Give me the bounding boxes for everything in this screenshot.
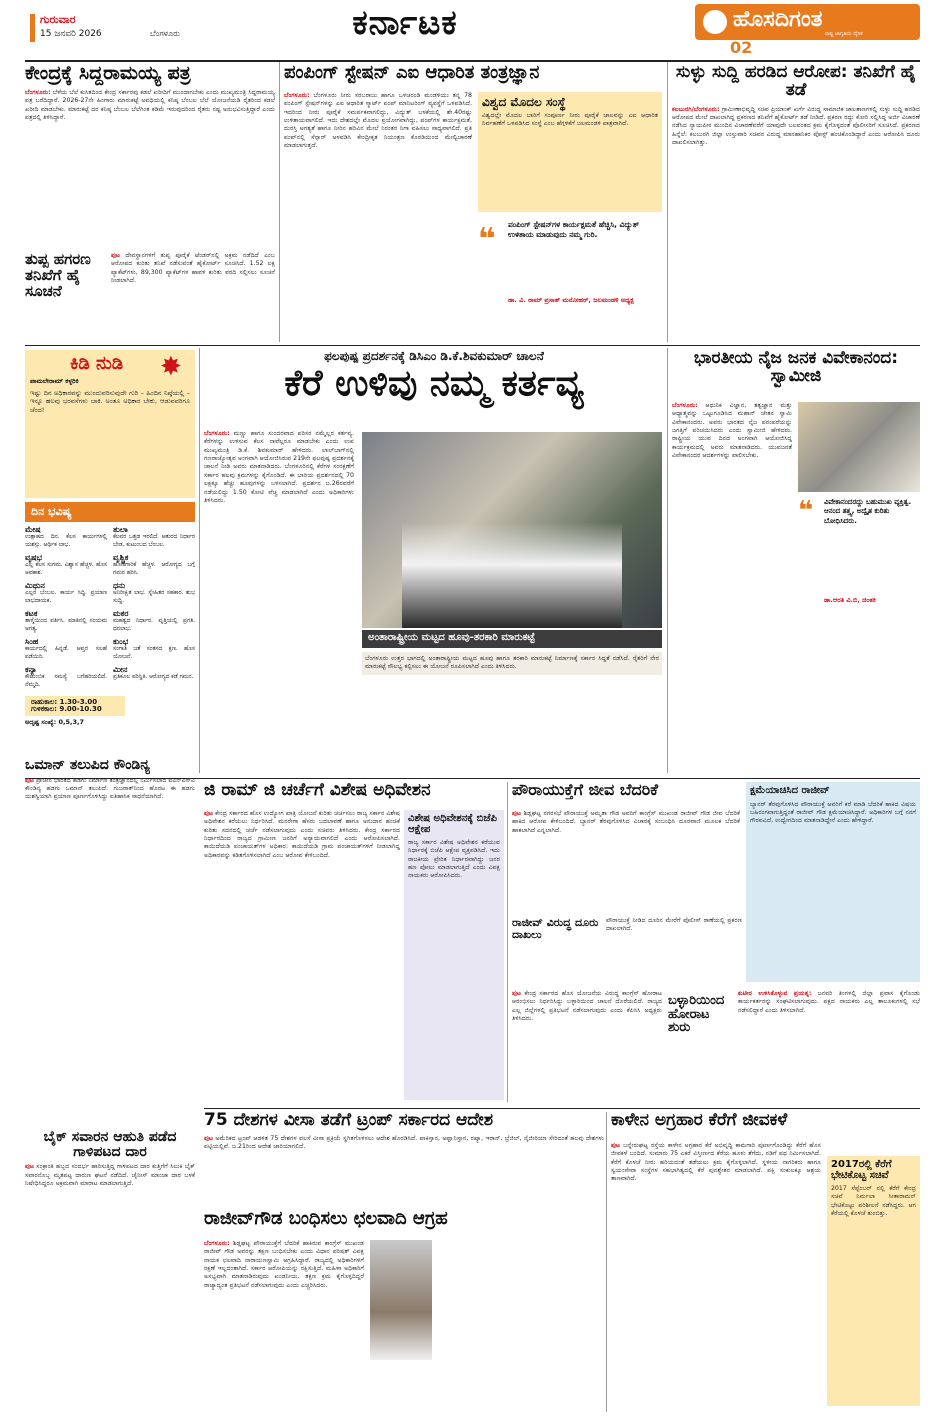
sign-name: ಕಟಕ: [25, 608, 38, 618]
headline: ಪಂಪಿಂಗ್ ಸ್ಟೇಷನ್ ಎಐ ಆಧಾರಿತ ತಂತ್ರಜ್ಞಾನ: [284, 64, 540, 83]
rajeev-headline: ರಾಜೀವ್‌ಗೌಡ ಬಂಧಿಸಲು ಛಲವಾದಿ ಆಗ್ರಹ: [204, 1210, 448, 1229]
masthead-rule: [30, 14, 35, 42]
vivek-photo: [798, 402, 920, 492]
visa-story: [204, 1112, 604, 1207]
lead-text: ಮಣ್ಣು ಹಾಗೂ ಸುಂದರವಾದ ಪರಿಸರ ನಮ್ಮೆಲ್ಲರ ಕರ್ತವ್ಯ. ಕೆರೆಗಳನ್ನು ಉಳಿಸುವ ಕೆಲಸ ನಾವೆಲ್ಲರೂ ಮಾಡಬೇಕು ಎಂದು ಉಪ ಮುಖ್ಯಮಂತ್ರಿ ಡಿ.ಕೆ. ಶಿವಕುಮಾರ್ ಹೇಳಿದರು. ಲಾಲ್‌ಬಾಗ್‌ನಲ್ಲಿ ಗಣರಾಜ್ಯೋತ್ಸವ ಅಂಗವಾಗಿ ಆಯೋಜಿಸಿರುವ 219ನೇ ಫಲಪುಷ್ಪ ಪ್ರದರ್ಶನಕ್ಕೆ ಚಾಲನೆ ನೀಡಿ ಅವರು ಮಾತನಾಡಿದರು. ಬೆಂಗಳೂರಿನಲ್ಲಿ ಕೆರೆಗಳ ಸಂರಕ್ಷಣೆಗೆ ಸರ್ಕಾರ ಹಲವು ಕ್ರಮಗಳನ್ನು ಕೈಗೊಂಡಿದೆ. ಈ ಬಾರಿಯ ಪ್ರದರ್ಶನದಲ್ಲಿ 70 ಲಕ್ಷಕ್ಕೂ ಹೆಚ್ಚು ಹೂವುಗಳನ್ನು ಬಳಸಲಾಗಿದೆ. ಪ್ರದರ್ಶನ ಜ.26ರವರೆಗೆ ನಡೆಯಲಿದ್ದು 1.50 ಕೋಟಿ ವೆಚ್ಚ ಮಾಡಲಾಗಿದೆ ಎಂದು ಅಧಿಕಾರಿಗಳು ತಿಳಿಸಿದರು.: [204, 430, 354, 504]
kidi-nudi: [25, 350, 195, 498]
side-title: ವಿಶೇಷ ಅಧಿವೇಶನಕ್ಕೆ ಬಿಜೆಪಿ ಆಕ್ಷೇಪ: [408, 813, 497, 835]
sign-text: ಕೌಟುಂಬಿಕ ಸಮಸ್ಯೆ ಬಗೆಹರಿಯಲಿದೆ. ನೆಮ್ಮದಿ.: [25, 674, 107, 688]
ballari-headline: ಬಳ್ಳಾರಿಯಿಂದ ಹೋರಾಟ ಶುರು: [668, 994, 725, 1035]
sign-name: ಮೀನ: [113, 664, 128, 674]
lead-headline: ಕೆರೆ ಉಳಿವು ನಮ್ಮ ಕರ್ತವ್ಯ: [284, 362, 584, 404]
caption-bar: [362, 630, 662, 648]
sign-name: ಕುಂಭ: [113, 636, 129, 646]
horoscope: [25, 502, 195, 752]
horo-sign: [25, 554, 107, 578]
horo-sign: [25, 582, 107, 606]
section-title: ಕರ್ನಾಟಕ: [352, 6, 458, 42]
sign-text: ಪ್ರತಿಕೂಲ ಪರಿಸ್ಥಿತಿ. ಆರೋಗ್ಯದ ಕಡೆ ಗಮನ.: [113, 674, 194, 681]
story-text: ಗ್ರಾಮೀಣಾಭಿವೃದ್ಧಿ ಸಚಿವ ಪ್ರಿಯಾಂಕ್ ಖರ್ಗೆ ವಿರುದ್ಧ ಸಾಮಾಜಿಕ ಜಾಲತಾಣಗಳಲ್ಲಿ ಸುಳ್ಳು ಸುದ್ದಿ ಹರಡಿದ ಆರೋಪದ ಮೇಲೆ ದಾಖಲಾಗಿದ್ದ ಪ್ರಕರಣದ ತನಿಖೆಗೆ ಹೈಕೋರ್ಟ್ ತಡೆ ನೀಡಿದೆ. ಪ್ರಕರಣ ರದ್ದು ಕೋರಿ ಸಲ್ಲಿಸಿದ್ದ ಅರ್ಜಿ ವಿಚಾರಣೆ ನಡೆಸಿದ ನ್ಯಾಯಪೀಠ ಮುಂದಿನ ವಿಚಾರಣೆವರೆಗೆ ಯಾವುದೇ ಬಲವಂತದ ಕ್ರಮ ಕೈಗೊಳ್ಳದಂತೆ ಪೊಲೀಸರಿಗೆ ಸೂಚಿಸಿದೆ. ಪ್ರಕರಣದ ಹಿನ್ನೆಲೆ: ಕಲಬುರಗಿ ಜಿಲ್ಲಾ ಉಸ್ತುವಾರಿ ಸಚಿವರ ವಿರುದ್ಧ ಮಾನಹಾನಿಕರ ಪೋಸ್ಟ್ ಹಂಚಿಕೊಂಡಿದ್ದಾರೆ ಎಂದು ಆರೋಪಿಸಿ ದೂರು ದಾಖಲಿಸಲಾಗಿತ್ತು.: [672, 105, 920, 147]
day-label: ಗುರುವಾರ: [40, 14, 76, 26]
side-title: ಕುಟೀರ ಉಳಿಸಿಕೊಳ್ಳುವ ಪ್ರಯತ್ನ:: [738, 990, 812, 997]
sign-name: ಧನು: [113, 580, 126, 590]
kalena-headline: ಕಾಳೇನ ಅಗ್ರಹಾರ ಕೆರೆಗೆ ಜೀವಕಳೆ: [611, 1112, 788, 1130]
kalena-side: [827, 1156, 920, 1406]
horo-sign: [113, 526, 195, 550]
dateline: ಬೆಂಗಳೂರು:: [25, 88, 51, 96]
sign-text: ಕೆಲವರ ಒತ್ತಡ ಇರಲಿದೆ. ಆತುರದ ನಿರ್ಧಾರ ಬೇಡ. ಕುಟುಂಬದ ಬೆಂಬಲ.: [113, 533, 195, 548]
sign-name: ವೃಶ್ಚಿಕ: [113, 552, 129, 562]
side-text: ರಾಜ್ಯ ಸರ್ಕಾರ ವಿಶೇಷ ಅಧಿವೇಶನ ಕರೆಯುವ ನಿರ್ಧಾರಕ್ಕೆ ಬಿಜೆಪಿ ಆಕ್ಷೇಪ ವ್ಯಕ್ತಪಡಿಸಿದೆ. ಇದು ರಾಜಕೀಯ ಪ್ರೇರಿತ ನಿರ್ಧಾರವಾಗಿದ್ದು ಜನರ ಹಣ ಪೋಲು ಮಾಡಲಾಗುತ್ತಿದೆ ಎಂದು ವಿಪಕ್ಷ ನಾಯಕರು ಆರೋಪಿಸಿದರು.: [408, 839, 500, 880]
caption-title: ಅಂತಾರಾಷ್ಟ್ರೀಯ ಮಟ್ಟದ ಹೂವು-ತರಕಾರಿ ಮಾರುಕಟ್ಟೆ: [368, 632, 535, 643]
dateline: ಬೆಂಗಳೂರು:: [204, 430, 230, 437]
quote-text: ವಿವೇಕಾನಂದರದ್ದು ಬಹುಮುಖ ವ್ಯಕ್ತಿತ್ವ. ಆನಂದ ತತ್ತ್ವ, ಅದ್ವೈತ ಕುರಿತು ಬೋಧಿಸಿದರು.: [824, 498, 912, 525]
side-title: ರಾಜೀವ್ ವಿರುದ್ಧ ದೂರು ದಾಖಲು: [512, 917, 599, 941]
paurayukta-story: [512, 782, 742, 982]
brand-tagline: ರಾಷ್ಟ್ರ ಜಾಗೃತಿಯ ದೈನಿಕ: [825, 31, 863, 37]
bike-text: ಸಂಕ್ರಾಂತಿ ಹಬ್ಬದ ಸಂದರ್ಭ ಹಾರಿಸುತ್ತಿದ್ದ ಗಾಳಿಪಟದ ದಾರ ಕುತ್ತಿಗೆಗೆ ಸಿಲುಕಿ ಬೈಕ್ ಸವಾರನೊಬ್ಬ ಮೃತಪಟ್ಟ ದಾರುಣ ಘಟನೆ ನಡೆದಿದೆ. ಚೈನೀಸ್ ಮಾಂಜಾ ದಾರ ಬಳಕೆ ನಿಷೇಧಿಸಿದ್ದರೂ ಅಕ್ರಮವಾಗಿ ಮಾರಾಟ ಮಾಡಲಾಗುತ್ತಿದೆ.: [25, 1163, 195, 1188]
headline: ಕೇಂದ್ರಕ್ಕೆ ಸಿದ್ದರಾಮಯ್ಯ ಪತ್ರ: [25, 64, 191, 84]
lead-story: [204, 350, 664, 775]
col1-story: [25, 64, 275, 249]
dateline: ಪುಟ: [204, 810, 214, 817]
info-box: [478, 92, 662, 212]
sign-name: ಮೇಷ: [25, 524, 41, 534]
paurayukta-headline: ಪೌರಾಯುಕ್ತೆಗೆ ಜೀವ ಬೆದರಿಕೆ: [512, 782, 659, 799]
sign-text: ಅನಿರೀಕ್ಷಿತ ಲಾಭ. ಸ್ನೇಹಿತರ ಸಹಕಾರ. ಶುಭ ಸುದ್ದಿ.: [113, 589, 195, 604]
brand-logo: [695, 4, 920, 40]
box-text: ವಿಶ್ವದಲ್ಲೇ ಮೊದಲ ಬಾರಿಗೆ ಸಂಪೂರ್ಣ ನೀರು ಪೂರೈಕೆ ಜಾಲವನ್ನು ಎಐ ಆಧಾರಿತ ನಿರ್ವಹಣೆಗೆ ಒಳಪಡಿಸಿದ ಸಂಸ್ಥೆ ಎಂಬ ಹೆಗ್ಗಳಿಕೆಗೆ ಜಲಮಂಡಳಿ ಪಾತ್ರವಾಗಿದೆ.: [482, 111, 658, 127]
quote-by: ಡಾ. ವಿ. ರಾಮ್ ಪ್ರಸಾತ್ ಮನೋಹರ್, ಜಲಮಂಡಳಿ ಅಧ್ಯಕ್ಷ: [508, 296, 634, 304]
horo-sign: [113, 638, 195, 662]
masthead: [0, 0, 945, 60]
lead-kicker: ಫಲಪುಷ್ಪ ಪ್ರದರ್ಶನಕ್ಕೆ ಡಿಸಿಎಂ ಡಿ.ಕೆ.ಶಿವಕುಮಾರ್ ಚಾಲನೆ: [324, 350, 544, 363]
bike-headline: ಬೈಕ್ ಸವಾರನ ಆಹುತಿ ಪಡೆದ ಗಾಳಿಪಟದ ದಾರ: [43, 1130, 177, 1160]
kalena-text: ಬನ್ನೇರುಘಟ್ಟ ರಸ್ತೆಯ ಕಾಳೇನ ಅಗ್ರಹಾರ ಕೆರೆ ಅಭಿವೃದ್ಧಿ ಕಾಮಗಾರಿ ಪೂರ್ಣಗೊಂಡಿದ್ದು ಕೆರೆಗೆ ಹೊಸ ಜೀವಕಳೆ ಬಂದಿದೆ. ಸುಮಾರು 75 ಎಕರೆ ವಿಸ್ತೀರ್ಣದ ಕೆರೆಯ ಹೂಳು ತೆಗೆದು, ನಡಿಗೆ ಪಥ ನಿರ್ಮಿಸಲಾಗಿದೆ. ಕೆರೆಗೆ ಕೊಳಚೆ ನೀರು ಹರಿಯದಂತೆ ತಡೆಯಲು ಕ್ರಮ ಕೈಗೊಳ್ಳಲಾಗಿದೆ. ಸ್ಥಳೀಯ ನಾಗರಿಕರು ಹಾಗೂ ಸ್ವಯಂಸೇವಾ ಸಂಸ್ಥೆಗಳ ಸಹಭಾಗಿತ್ವದಲ್ಲಿ ಕೆರೆ ಪುನಶ್ಚೇತನ ಮಾಡಲಾಗಿದೆ. ಪಕ್ಷಿ ಸಂಕುಲಕ್ಕೂ ಆಶ್ರಯ ತಾಣವಾಗಿದೆ.: [611, 1142, 821, 1183]
dateline: ಬೆಂಗಳೂರು:: [204, 1240, 230, 1247]
quote-icon: ❝: [478, 222, 496, 257]
kshame-title: ಕ್ಷಮೆಯಾಚಿಸಿದ ರಾಜೀವ್: [750, 785, 830, 796]
col1-side: [25, 252, 275, 337]
brand-name: ಹೊಸದಿಗಂತ: [733, 8, 823, 32]
paurayukta-side: [512, 917, 742, 977]
rahu: ರಾಹುಕಾಲ: 1.30-3.00: [31, 697, 98, 706]
sign-text: ಎಲ್ಲ ಕೆಲಸ ಸುಗಮ. ವಿಶ್ವಾಸ ಹೆಚ್ಚಳ. ಹೊಸ ಅವಕಾಶ.: [25, 561, 107, 576]
g-ram-headline: ಜಿ ರಾಮ್ ಜಿ ಚರ್ಚೆಗೆ ವಿಶೇಷ ಅಧಿವೇಶನ: [204, 782, 431, 800]
rajeev-story: [204, 1210, 604, 1415]
page-number: 02: [730, 40, 753, 57]
story-text: ಬೆಳೆಯ ಬೆಲೆ ಕುಸಿತದಿಂದ ಕೇಂದ್ರ ಸರ್ಕಾರವು ಕಡಲೆ ಖರೀದಿಗೆ ಮುಂದಾಗಬೇಕು ಎಂದು ಮುಖ್ಯಮಂತ್ರಿ ಸಿದ್ದರಾಮಯ್ಯ ಪತ್ರ ಬರೆದಿದ್ದಾರೆ. 2026-27ನೇ ಹಿಂಗಾರು ಮಾರುಕಟ್ಟೆ ಅವಧಿಯಲ್ಲಿ ಕನಿಷ್ಠ ಬೆಂಬಲ ಬೆಲೆ ಯೋಜನೆಯಡಿ ರೈತರಿಂದ ಕಡಲೆ ಖರೀದಿ ಮಾಡಬೇಕು. ಮಾರುಕಟ್ಟೆ ದರ ಕನಿಷ್ಠ ಬೆಂಬಲ ಬೆಲೆಗಿಂತ ಕಡಿಮೆ ಇರುವುದರಿಂದ ರೈತರು ನಷ್ಟ ಅನುಭವಿಸುತ್ತಿದ್ದಾರೆ ಎಂದು ಪತ್ರದಲ್ಲಿ ತಿಳಿಸಿದ್ದಾರೆ.: [25, 88, 275, 122]
box-title: ವಿಶ್ವದ ಮೊದಲ ಸಂಸ್ಥೆ: [482, 95, 566, 109]
col2-story: [284, 64, 664, 344]
vivek-story: [672, 350, 920, 775]
sign-name: ಸಿಂಹ: [25, 636, 39, 646]
dateline: ಪುಟ: [512, 810, 522, 817]
g-ram-side: [404, 810, 504, 1100]
sign-name: ವೃಷಭ: [25, 552, 42, 562]
sign-text: ಹೊಣೆಗಾರಿಕೆ ಹೆಚ್ಚಳ. ಆರೋಗ್ಯದ ಬಗ್ಗೆ ಗಮನ ಹರಿಸಿ.: [113, 561, 195, 576]
lead-photo: [362, 432, 662, 628]
oman-headline: ಒಮಾನ್ ತಲುಪಿದ ಕೌಂಡಿನ್ಯ: [25, 758, 150, 773]
city-label: ಬೆಂಗಳೂರು: [150, 29, 180, 38]
side-text: 2017 ಸೆಪ್ಟೆಂಬರ್ ನಲ್ಲಿ ಕೆರೆಗೆ ಕೇಂದ್ರ ಸಚಿವೆ ನಿರ್ಮಲಾ ಸೀತಾರಾಮನ್ ಭೇಟಿಕೊಟ್ಟು ಪರಿಶೀಲನೆ ನಡೆಸಿದ್ದರು. ಆಗ ಕೆರೆಯಲ್ಲಿ ಕೊಳಚೆ ತುಂಬಿತ್ತು.: [831, 1185, 916, 1218]
bike-story: [25, 1130, 195, 1415]
ballari-story: [512, 990, 920, 1105]
kshame-text: ಬ್ಯಾನರ್ ತೆರವುಗೊಳಿಸಿದ ಪೌರಾಯುಕ್ತೆ ಅವರಿಗೆ ಕರೆ ಮಾಡಿ ಬೆದರಿಕೆ ಹಾಕಿದ ವಿಷಯ ಬಹಿರಂಗವಾಗುತ್ತಿದ್ದಂತೆ ರಾಜೀವ್ ಗೌಡ ಕ್ಷಮೆಯಾಚಿಸಿದ್ದಾರೆ. ಅಧಿಕಾರಿಗಳ ಬಗ್ಗೆ ನನಗೆ ಗೌರವವಿದೆ, ಉದ್ವೇಗದಿಂದ ಮಾತನಾಡಿದ್ದೇನೆ ಎಂದು ಹೇಳಿದ್ದಾರೆ.: [750, 800, 916, 825]
caption-text: ಬೆಂಗಳೂರು ಉತ್ತರ ಭಾಗದಲ್ಲಿ ಅಂತಾರಾಷ್ಟ್ರೀಯ ಮಟ್ಟದ ಹೂವು ಹಾಗೂ ತರಕಾರಿ ಮಾರುಕಟ್ಟೆ ನಿರ್ಮಾಣಕ್ಕೆ ಸರ್ಕಾರ ಸಿದ್ಧತೆ ನಡೆಸಿದೆ. ರೈತರಿಗೆ ನೇರ ಮಾರುಕಟ್ಟೆ ಸೌಲಭ್ಯ ಕಲ್ಪಿಸಲು ಈ ಯೋಜನೆ ರೂಪಿಸಲಾಗಿದೆ ಎಂದು ತಿಳಿಸಿದರು.: [362, 652, 662, 675]
rajeev-photo: [370, 1240, 432, 1360]
story-text: ಬೆಂಗಳೂರು ನೀರು ಸರಬರಾಜು ಹಾಗೂ ಒಳಚರಂಡಿ ಮಂಡಳಿಯು ತನ್ನ 78 ಪಂಪಿಂಗ್ ಸ್ಟೇಷನ್‌ಗಳನ್ನು ಎಐ ಆಧಾರಿತ ಸ್ಮಾರ್ಟ್ ಪಂಪ್ ಮಾನಿಟರಿಂಗ್ ವ್ಯವಸ್ಥೆಗೆ ಒಳಪಡಿಸಿದೆ. ಇದರಿಂದ ನೀರು ಪೂರೈಕೆ ಸಮರ್ಪಕವಾಗಲಿದ್ದು, ವಿದ್ಯುತ್ ಬಳಕೆಯಲ್ಲಿ ಶೇ.40ರಷ್ಟು ಉಳಿತಾಯವಾಗಲಿದೆ. ಇದು ದೇಶದಲ್ಲೇ ಮೊದಲ ಪ್ರಯೋಗವಾಗಿದ್ದು, ಪಂಪ್‌ಗಳ ಕಾರ್ಯಕ್ಷಮತೆ, ದುರಸ್ತಿ ಅಗತ್ಯತೆ ಹಾಗೂ ನೀರಿನ ಹರಿವಿನ ಮೇಲೆ ನಿರಂತರ ನಿಗಾ ವಹಿಸಲು ಸಾಧ್ಯವಾಗಲಿದೆ. ಪ್ರತಿ ಪಂಪ್‌ನಲ್ಲಿ ಸೆನ್ಸಾರ್ ಅಳವಡಿಸಿ ಕೇಂದ್ರೀಕೃತ ನಿಯಂತ್ರಣ ಕೊಠಡಿಯಿಂದ ಮೇಲ್ವಿಚಾರಣೆ ಮಾಡಲಾಗುತ್ತದೆ.: [284, 92, 472, 150]
brand-icon: [703, 10, 727, 34]
side-text: ಜನವರಿ ತಿಂಗಳಲ್ಲಿ ಜಿಲ್ಲಾ ಪ್ರವಾಸ ಕೈಗೊಂಡು ಕಾರ್ಯಕರ್ತರನ್ನು ಸಂಘಟಿಸಲಾಗುವುದು. ಪಕ್ಷದ ನಾಯಕರು ಎಲ್ಲ ತಾಲೂಕುಗಳಲ್ಲಿ ಸಭೆ ನಡೆಸಲಿದ್ದಾರೆ ಎಂದು ತಿಳಿಸಲಾಗಿದೆ.: [738, 990, 920, 1014]
kidi-author: ಪಾಮಲೇರಾಮ್ ಕಳ್ಳರಿಕಿ: [30, 376, 79, 385]
oman-text: ಪ್ರಾಚೀನ ಭಾರತದ ಹಡಗು ನಿರ್ಮಾಣ ತಂತ್ರಜ್ಞಾನದಲ್ಲಿ ನಿರ್ಮಿಸಲಾದ ಐಎನ್‌ಎಸ್‌ವಿ ಕೌಂಡಿನ್ಯ ಹಡಗು ಒಮಾನ್ ತಲುಪಿದೆ. ಗುಜರಾತ್‌ನಿಂದ ಹೊರಟ ಈ ಹಡಗು ಯಶಸ್ವಿಯಾಗಿ ಪ್ರಯಾಣ ಪೂರ್ಣಗೊಳಿಸಿದ್ದು ಐತಿಹಾಸಿಕ ಸಾಧನೆಯಾಗಿದೆ.: [25, 776, 195, 801]
dateline: ಕಲಬುರಗಿ/ಬೆಂಗಳೂರು:: [672, 105, 720, 113]
horo-sign: [113, 610, 195, 634]
side-headline: ತುಪ್ಪ ಹಗರಣ ತನಿಖೆಗೆ ಹೈ ಸೂಚನೆ: [25, 252, 91, 300]
dateline: ಪುಟ: [611, 1142, 621, 1149]
dateline: ಪುಟ: [512, 990, 522, 997]
dateline: ಪುಟ: [25, 1163, 35, 1171]
sign-name: ತುಲಾ: [113, 524, 128, 534]
side-text: ಪೌರಾಯುಕ್ತೆ ನೀಡಿದ ದೂರಿನ ಮೇರೆಗೆ ಪೊಲೀಸ್ ಠಾಣೆಯಲ್ಲಿ ಪ್ರಕರಣ ದಾಖಲಾಗಿದೆ.: [606, 917, 742, 933]
horo-sign: [113, 554, 195, 578]
side-title: 2017ರಲ್ಲಿ ಕೆರೆಗೆ ಭೇಟಿಕೊಟ್ಟ ಸಚಿವೆ: [831, 1159, 892, 1181]
sign-text: ಸಂಗಾತಿ ಜತೆ ಸಂತಸದ ಕ್ಷಣ. ಹೊಸ ಯೋಜನೆ.: [113, 646, 195, 660]
kidi-title: ಕಿಡಿ ನುಡಿ: [70, 353, 124, 374]
vivek-quote: [798, 496, 920, 616]
sign-text: ಉತ್ಸಾಹದ ದಿನ. ಕೆಲಸ ಕಾರ್ಯಗಳಲ್ಲಿ ಯಶಸ್ಸು. ಆರ್ಥಿಕ ಲಾಭ.: [25, 533, 107, 548]
rajeev-text: ಶಿಡ್ಲಘಟ್ಟ ಪೌರಾಯುಕ್ತೆಗೆ ಬೆದರಿಕೆ ಹಾಕಿರುವ ಕಾಂಗ್ರೆಸ್ ಮುಖಂಡ ರಾಜೀವ್ ಗೌಡ ಅವರನ್ನು ತಕ್ಷಣ ಬಂಧಿಸಬೇಕು ಎಂದು ವಿಧಾನ ಪರಿಷತ್ ವಿಪಕ್ಷ ನಾಯಕ ಛಲವಾದಿ ನಾರಾಯಣಸ್ವಾಮಿ ಆಗ್ರಹಿಸಿದ್ದಾರೆ. ರಾಜ್ಯದಲ್ಲಿ ಅಧಿಕಾರಿಗಳಿಗೆ ರಕ್ಷಣೆ ಇಲ್ಲದಂತಾಗಿದೆ. ಸರ್ಕಾರ ಆರೋಪಿಯನ್ನು ರಕ್ಷಿಸುತ್ತಿದೆ. ಮಹಿಳಾ ಅಧಿಕಾರಿಗೆ ಅಸಭ್ಯವಾಗಿ ಮಾತನಾಡಿರುವುದು ಖಂಡನೀಯ. ತಕ್ಷಣ ಕ್ರಮ ಕೈಗೊಳ್ಳದಿದ್ದರೆ ರಾಜ್ಯಾದ್ಯಂತ ಪ್ರತಿಭಟನೆ ನಡೆಸಲಾಗುವುದು ಎಂದು ಎಚ್ಚರಿಸಿದರು.: [204, 1240, 364, 1289]
horo-sign: [113, 582, 195, 606]
quote-box: [478, 216, 662, 336]
horo-sign: [113, 666, 195, 690]
g-ram-text: ಕೇಂದ್ರ ಸರ್ಕಾರದ ಹೊಸ ಉದ್ಯೋಗ ಖಾತ್ರಿ ಯೋಜನೆ ಕುರಿತು ಚರ್ಚಿಸಲು ರಾಜ್ಯ ಸರ್ಕಾರ ವಿಶೇಷ ಅಧಿವೇಶನ ಕರೆಯಲು ನಿರ್ಧರಿಸಿದೆ. ಮನರೇಗಾ ಹೆಸರು ಬದಲಾವಣೆ ಹಾಗೂ ಅನುದಾನ ಹಂಚಿಕೆ ಕುರಿತು ಸದನದಲ್ಲಿ ಚರ್ಚೆ ನಡೆಸಲಾಗುವುದು ಎಂದು ಸಚಿವರು ತಿಳಿಸಿದರು. ಕೇಂದ್ರ ಸರ್ಕಾರದ ನಿರ್ಧಾರದಿಂದ ರಾಜ್ಯದ ಗ್ರಾಮೀಣ ಜನರಿಗೆ ಅನ್ಯಾಯವಾಗಲಿದೆ ಎಂದು ಆರೋಪಿಸಲಾಗಿದೆ. ಕಾಯಿದೆಯಡಿ ಪಂಚಾಯತ್‌ಗಳ ಅಧಿಕಾರ: ಕಾಯಿದೆಯಡಿ ಗ್ರಾಮ ಪಂಚಾಯತ್‌ಗಳಿಗೆ ನೀಡಲಾಗಿದ್ದ ಅಧಿಕಾರವನ್ನು ಕಡಿತಗೊಳಿಸಲಾಗಿದೆ ಎಂಬ ಆರೋಪ ಕೇಳಿಬಂದಿದೆ.: [204, 810, 400, 859]
sign-name: ಮಕರ: [113, 608, 129, 618]
dateline: ಪುಟ: [111, 252, 121, 259]
sign-name: ಕನ್ಯಾ: [25, 664, 37, 674]
quote-text: ಪಂಪಿಂಗ್ ಸ್ಟೇಷನ್‌ಗಳ ಕಾರ್ಯಕ್ಷಮತೆ ಹೆಚ್ಚಿಸಿ, ವಿದ್ಯುತ್ ಉಳಿತಾಯ ಮಾಡುವುದು ನಮ್ಮ ಗುರಿ.: [508, 220, 640, 240]
g-ram-story: [204, 782, 504, 1102]
oman-story: [25, 758, 195, 883]
horo-grid: [25, 526, 195, 690]
horo-sign: [25, 666, 107, 690]
dateline: ಪುಟ: [204, 1134, 214, 1142]
dateline: ಪುಟ: [25, 776, 35, 784]
quote-icon: ❝: [798, 496, 814, 526]
sign-text: ಮಹತ್ವದ ನಿರ್ಧಾರ. ವೃತ್ತಿಯಲ್ಲಿ ಪ್ರಗತಿ. ಧನಲಾಭ.: [113, 617, 195, 632]
sign-text: ತಾಳ್ಮೆಯಿಂದ ವರ್ತಿಸಿ. ಮಾತಿನಲ್ಲಿ ಸಂಯಮ ಅಗತ್ಯ.: [25, 617, 107, 632]
horo-sign: [25, 526, 107, 550]
dateline: ಬೆಂಗಳೂರು:: [672, 402, 698, 409]
horo-sign: [25, 610, 107, 634]
gulika: ಗುಳಿಕಕಾಲ: 9.00-10.30: [31, 704, 102, 713]
spark-icon: ✸: [160, 352, 182, 382]
paurayukta-text: ಶಿಡ್ಲಘಟ್ಟ ನಗರಸಭೆ ಪೌರಾಯುಕ್ತೆ ಅಮೃತಾ ಗೌಡ ಅವರಿಗೆ ಕಾಂಗ್ರೆಸ್ ಮುಖಂಡ ರಾಜೀವ್ ಗೌಡ ಜೀವ ಬೆದರಿಕೆ ಹಾಕಿದ ಆರೋಪ ಕೇಳಿಬಂದಿದೆ. ಬ್ಯಾನರ್ ತೆರವುಗೊಳಿಸಿದ ವಿಚಾರಕ್ಕೆ ಸಂಬಂಧಿಸಿ ದೂರವಾಣಿ ಮೂಲಕ ಬೆದರಿಕೆ ಹಾಕಲಾಗಿದೆ ಎನ್ನಲಾಗಿದೆ.: [512, 810, 740, 834]
kidi-text: ಇಷ್ಟು ದಿನ ಅಧಿಕಾರವನ್ನು ಮುಂದುವರಿಸುವುದೇ ಗುರಿ – ಹಿಂದಿನ ನಿಷ್ಠೆಯಲ್ಲಿ – ಇನ್ನೂ ಹಲವು ಭರವಸೆಗಳು ಬಾಕಿ. ಅಂತೂ ಅಧಿಕಾರ ಬೇಕು, ಆಡುವವರಿಗೂ ಚೆಂದ!: [30, 388, 190, 415]
sign-name: ಮಿಥುನ: [25, 580, 45, 590]
vivek-headline: ಭಾರತೀಯ ನೈಜ ಜನಕ ವಿವೇಕಾನಂದ: ಸ್ವಾಮೀಜಿ: [693, 350, 899, 386]
people-silhouette: [402, 522, 622, 628]
side-text: ದೇವಸ್ಥಾನಗಳಿಗೆ ತುಪ್ಪ ಪೂರೈಕೆ ಟೆಂಡರ್‌ನಲ್ಲಿ ಅಕ್ರಮ ನಡೆದಿದೆ ಎಂಬ ಆರೋಪದ ಕುರಿತು ತನಿಖೆ ನಡೆಸುವಂತೆ ಹೈಕೋರ್ಟ್ ಸೂಚಿಸಿದೆ. 1.52 ಲಕ್ಷ ಪ್ಯಾಕೆಟ್‌ಗಳು, 89,300 ಪ್ಯಾಕೆಟ್‌ಗಳ ಹಾವಳಿ ಕುರಿತು ವರದಿ ಸಲ್ಲಿಸಲು ಸೂಚನೆ ನೀಡಲಾಗಿದೆ.: [111, 252, 275, 285]
sign-text: ಎಲ್ಲರ ಬೆಂಬಲ. ಕಾರ್ಯ ಸಿದ್ಧಿ. ಪ್ರಯಾಣ ಲಾಭದಾಯಕ.: [25, 589, 107, 604]
lucky: ಅದೃಷ್ಟ ಸಂಖ್ಯೆ: 0,5,3,7: [25, 718, 84, 727]
date-label: 15 ಜನವರಿ 2026: [40, 29, 102, 39]
visa-headline: 75 ದೇಶಗಳ ವೀಸಾ ತಡೆಗೆ ಟ್ರಂಪ್ ಸರ್ಕಾರದ ಆದೇಶ: [204, 1112, 494, 1130]
ballari-text: ಕೇಂದ್ರ ಸರ್ಕಾರದ ಹೊಸ ಯೋಜನೆಯ ವಿರುದ್ಧ ಕಾಂಗ್ರೆಸ್ ಹೋರಾಟ ಆರಂಭಿಸಲು ನಿರ್ಧರಿಸಿದ್ದು ಬಳ್ಳಾರಿಯಿಂದ ಚಾಲನೆ ದೊರೆಯಲಿದೆ. ರಾಜ್ಯದ ಎಲ್ಲ ಜಿಲ್ಲೆಗಳಲ್ಲಿ ಪ್ರತಿಭಟನೆ ನಡೆಸಲಾಗುವುದು ಎಂದು ಕೆಪಿಸಿಸಿ ಅಧ್ಯಕ್ಷರು ತಿಳಿಸಿದರು.: [512, 990, 662, 1023]
quote-by: ಡಾ.ಆರತಿ ವಿ.ಬಿ, ಚಿಂತಕಿ: [824, 596, 876, 604]
kalena-story: [611, 1112, 920, 1412]
col3-story: [672, 64, 920, 344]
dateline: ಬೆಂಗಳೂರು:: [284, 92, 310, 99]
headline: ಸುಳ್ಳು ಸುದ್ದಿ ಹರಡಿದ ಆರೋಪ: ತನಿಖೆಗೆ ಹೈ ತಡೆ: [675, 64, 917, 100]
horo-sign: [25, 638, 107, 662]
horo-title: ದಿನ ಭವಿಷ್ಯ: [25, 502, 195, 522]
vivek-text: ಆಧುನಿಕ ವಿಜ್ಞಾನ, ತತ್ವಜ್ಞಾನ ಮತ್ತು ಆಧ್ಯಾತ್ಮವನ್ನು ಒಟ್ಟುಗೂಡಿಸಿದ ಮಹಾನ್ ಚೇತನ ಸ್ವಾಮಿ ವಿವೇಕಾನಂದರು. ಅವರು ಭಾರತದ ನೈಜ ಪರಂಪರೆಯನ್ನು ಜಗತ್ತಿಗೆ ಪರಿಚಯಿಸಿದರು ಎಂದು ಸ್ವಾಮೀಜಿ ಹೇಳಿದರು. ರಾಷ್ಟ್ರೀಯ ಯುವ ದಿನದ ಅಂಗವಾಗಿ ಆಯೋಜಿಸಿದ್ದ ಕಾರ್ಯಕ್ರಮದಲ್ಲಿ ಅವರು ಮಾತನಾಡಿದರು. ಯುವಜನತೆ ವಿವೇಕಾನಂದರ ಆದರ್ಶಗಳನ್ನು ಪಾಲಿಸಬೇಕು.: [672, 402, 792, 460]
visa-text: ಅಮೆರಿಕದ ಟ್ರಂಪ್ ಆಡಳಿತ 75 ದೇಶಗಳ ವಲಸೆ ವೀಸಾ ಪ್ರಕ್ರಿಯೆ ಸ್ಥಗಿತಗೊಳಿಸಲು ಆದೇಶ ಹೊರಡಿಸಿದೆ. ಪಾಕಿಸ್ತಾನ, ಅಫ್ಘಾನಿಸ್ತಾನ, ರಷ್ಯಾ, ಇರಾನ್, ಬ್ರೆಜಿಲ್, ನೈಜೀರಿಯಾ ಸೇರಿದಂತೆ ಹಲವು ದೇಶಗಳು ಪಟ್ಟಿಯಲ್ಲಿವೆ. ಜ.21ರಿಂದ ಆದೇಶ ಜಾರಿಯಾಗಲಿದೆ.: [204, 1134, 604, 1151]
sign-text: ಕಾರ್ಯದಲ್ಲಿ ಹಿನ್ನಡೆ. ಆಪ್ತರ ಸಲಹೆ ಪಡೆಯಿರಿ.: [25, 646, 107, 660]
kshame-box: [746, 782, 920, 982]
